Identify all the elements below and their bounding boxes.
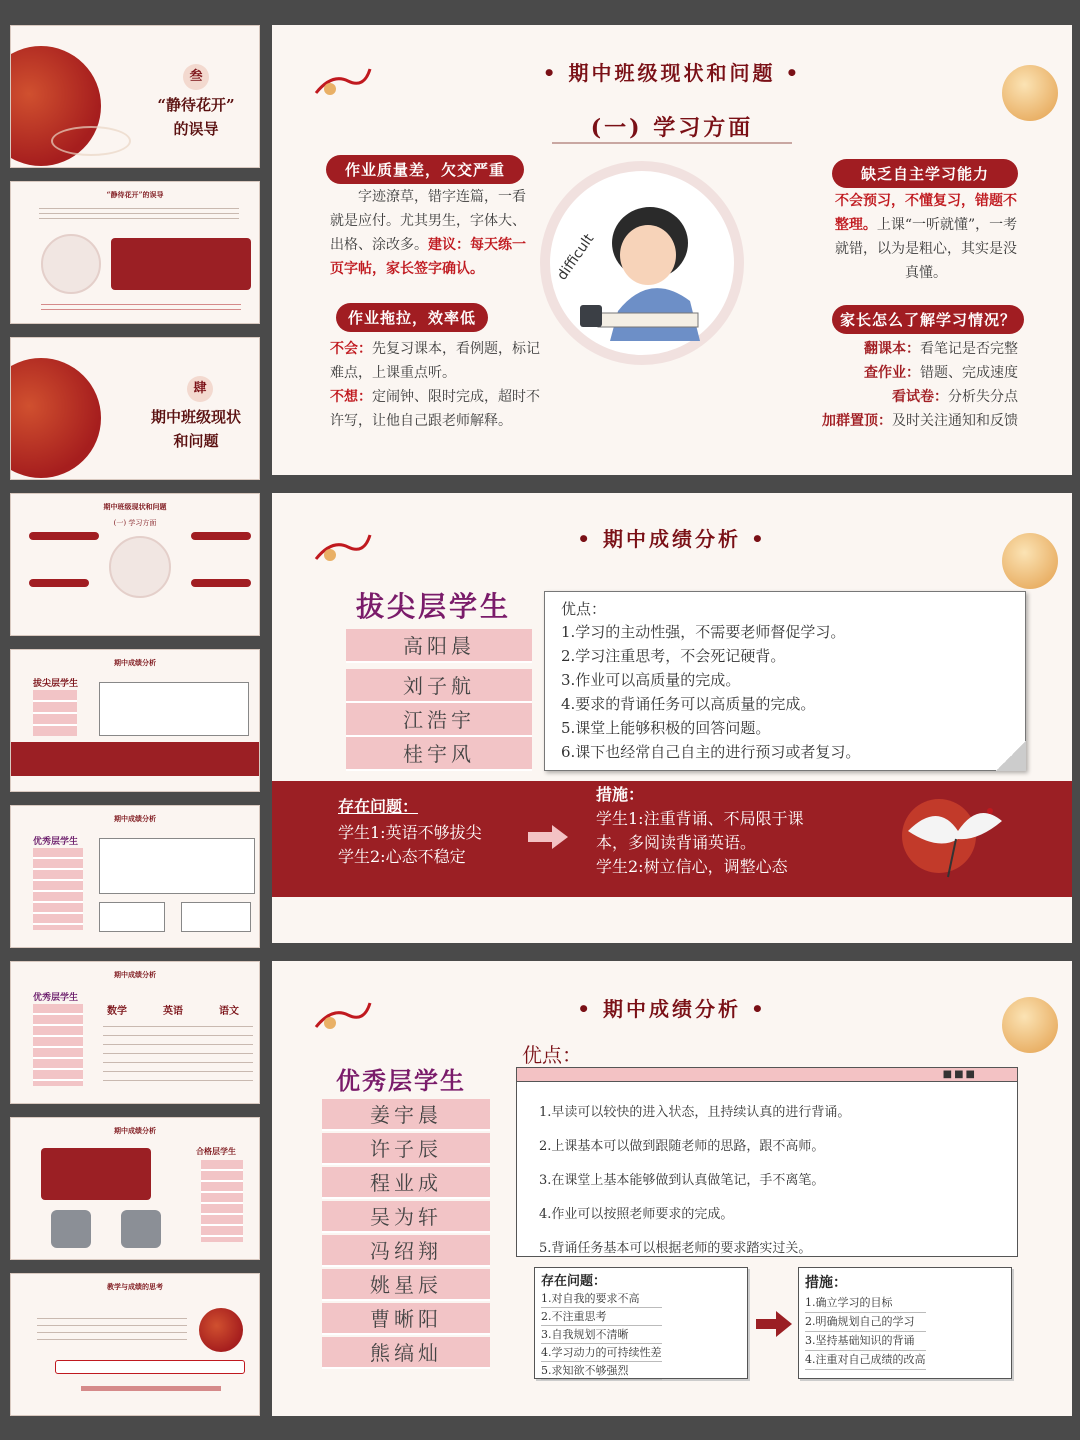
- measures-box: [798, 1267, 1012, 1379]
- student-name-box: 吴为轩: [322, 1201, 490, 1233]
- label-cannot: 不会：: [330, 341, 372, 357]
- thumb-red-box: [41, 1148, 151, 1200]
- problem-item: 学生2:心态不稳定: [338, 847, 466, 866]
- problem-item: 4.学习动力的可持续性差: [541, 1344, 662, 1362]
- homework-quality-text: [330, 185, 526, 281]
- thumb-name-list: [33, 848, 83, 930]
- thumb-text-block: [39, 204, 239, 222]
- advantages-list: [561, 620, 860, 764]
- problem-item: 学生1:英语不够拔尖: [338, 823, 482, 842]
- problems-band: [272, 781, 1072, 897]
- thumb-measure-box: [181, 902, 251, 932]
- problem-title: 存在问题：: [541, 1274, 607, 1289]
- parent-check-list: [772, 337, 1018, 433]
- student-name-box: 许子辰: [322, 1133, 490, 1165]
- measure-item: 学生1:注重背诵、不局限于课: [596, 809, 804, 828]
- problem-item: 2.不注重思考: [541, 1308, 662, 1326]
- main-slide-top-students: [272, 493, 1072, 943]
- thumb-title: 期中成绩分析: [114, 814, 156, 823]
- student-name-box: 高阳晨: [346, 629, 532, 663]
- note-title: 优点：: [561, 600, 607, 618]
- window-titlebar: [517, 1068, 1017, 1082]
- measure-item: 4.注重对自己成绩的改高: [805, 1351, 926, 1370]
- advantage-item: 1.早读可以较快的进入状态，且持续认真的进行背诵。: [539, 1105, 851, 1120]
- student-tier-heading: 拔尖层学生: [356, 590, 512, 623]
- thumb-name-list: [33, 1004, 83, 1086]
- slide-title: • 期中班级现状和问题 •: [542, 61, 802, 85]
- svg-text:difficult: difficult: [554, 231, 598, 284]
- thumbnail-slide-1[interactable]: [10, 25, 260, 168]
- cannot-desc: 先复习课本，看例题，标记难点，上课重点听。: [330, 341, 540, 381]
- measure-item: 2.明确规划自己的学习: [805, 1313, 926, 1332]
- student-tier-heading: 优秀层学生: [336, 1066, 466, 1095]
- tag-procrastination: 作业拖拉，效率低: [336, 303, 488, 332]
- measure-list: [805, 1294, 926, 1370]
- thumb-name-list: [201, 1160, 243, 1242]
- red-sun-decoration: [10, 358, 101, 478]
- thumb-title: 期中成绩分析: [114, 1126, 156, 1135]
- self-study-text: [832, 189, 1020, 285]
- main-slide-status: [272, 25, 1072, 475]
- thumb-label: 优秀层学生: [33, 993, 79, 1003]
- tag-self-study: 缺乏自主学习能力: [832, 159, 1018, 188]
- thumb-title: 期中成绩分析: [114, 970, 156, 979]
- problems-box: [534, 1267, 748, 1379]
- advantage-item: 2.上课基本可以做到跟随老师的思路，跟不高师。: [539, 1139, 825, 1154]
- thumb-subtitle: (一) 学习方面: [113, 519, 157, 527]
- student-name-box: 刘子航: [346, 669, 532, 703]
- thumb-col-header: 英语: [163, 1006, 183, 1017]
- parent-check-row: 看试卷：分析失分点: [892, 389, 1018, 405]
- window-dots-icon: ■■■: [942, 1069, 977, 1080]
- thumb-title-line-1: 期中班级现状: [150, 408, 241, 426]
- advantage-item: 6.课下也经常自己自主的进行预习或者复习。: [561, 743, 861, 761]
- thumbnail-slide-9[interactable]: [10, 1273, 260, 1416]
- procrastination-text-2: [330, 385, 546, 433]
- student-name-box: 姚星辰: [322, 1269, 490, 1301]
- thumb-title: 教学与成绩的思考: [107, 1282, 163, 1291]
- measure-item: 本，多阅读背诵英语。: [596, 833, 757, 852]
- tag-parent-check: 家长怎么了解学习情况？: [832, 305, 1024, 334]
- thumb-tag: [191, 532, 251, 540]
- thumbnail-slide-4[interactable]: [10, 493, 260, 636]
- thumb-footnote: [81, 1386, 221, 1391]
- thumb-footnote: [41, 300, 241, 314]
- thumb-title-line-2: 的误导: [173, 120, 219, 138]
- thumb-text-block: [37, 1312, 187, 1342]
- thumb-label: 拔尖层学生: [33, 679, 79, 689]
- advantage-item: 5.课堂上能够积极的回答问题。: [561, 719, 771, 737]
- advantages-title: 优点：: [522, 1043, 582, 1067]
- main-slide-excellent-students: [272, 961, 1072, 1416]
- chapter-number-badge: 肆: [187, 376, 213, 402]
- thumb-name-list: [33, 690, 77, 736]
- thumb-title: “静待花开”的误导: [106, 190, 164, 199]
- advantages-note: [544, 591, 1026, 771]
- tag-homework-quality: 作业质量差，欠交严重: [326, 155, 524, 184]
- advantage-item: 3.在课堂上基本能够做到认真做笔记，手不离笔。: [539, 1173, 825, 1188]
- slide-title: • 期中成绩分析 •: [577, 997, 767, 1021]
- cloud-decoration: [51, 126, 131, 156]
- problem-item: 1.对自我的要求不高: [541, 1290, 662, 1308]
- student-name-box: 熊缟灿: [322, 1337, 490, 1369]
- thumb-label: 优秀层学生: [33, 837, 79, 847]
- thumb-title-line-1: “静待花开”: [157, 96, 235, 114]
- measure-title: 措施：: [596, 785, 645, 804]
- procrastination-text-1: [330, 337, 546, 385]
- thumb-red-band: [11, 742, 259, 776]
- thumb-illustration: [121, 1210, 161, 1248]
- chapter-number-badge: 叁: [183, 64, 209, 90]
- thumb-illustration: [51, 1210, 91, 1248]
- section-subtitle: (一) 学习方面: [552, 111, 792, 144]
- arrow-right-icon: [756, 1311, 792, 1337]
- self-study-desc: 上课“一听就懂”，一考就错，以为是粗心，其实是没真懂。: [835, 217, 1018, 281]
- problem-title: 存在问题：: [338, 797, 419, 816]
- student-name-box: 曹晰阳: [322, 1303, 490, 1335]
- measure-item: 3.坚持基础知识的背诵: [805, 1332, 926, 1351]
- thumbnail-slide-7[interactable]: [10, 961, 260, 1104]
- page-curl-icon: [996, 741, 1026, 771]
- measure-title: 措施：: [805, 1275, 847, 1291]
- red-sun-decoration: [199, 1308, 243, 1352]
- thumb-title: 期中成绩分析: [114, 658, 156, 667]
- slide-title: • 期中成绩分析 •: [577, 527, 767, 551]
- unwilling-desc: 定闹钟、限时完成，超时不许写，让他自己跟老师解释。: [330, 389, 540, 429]
- thumbnail-slide-8[interactable]: [10, 1117, 260, 1260]
- student-name-box: 桂宇风: [346, 737, 532, 771]
- thumb-problem-box: [99, 902, 165, 932]
- advantage-item: 4.作业可以按照老师要求的完成。: [539, 1207, 734, 1222]
- student-name-box: 姜宇晨: [322, 1099, 490, 1131]
- student-name-box: 江浩宇: [346, 703, 532, 737]
- advantage-item: 2.学习注重思考，不会死记硬背。: [561, 647, 786, 665]
- parent-check-row: 翻课本：看笔记是否完整: [864, 341, 1018, 357]
- label-unwilling: 不想：: [330, 389, 372, 405]
- student-illustration: [540, 161, 744, 365]
- problem-item: 5.求知欲不够强烈: [541, 1362, 662, 1380]
- parent-check-row: 查作业：错题、完成速度: [864, 365, 1018, 381]
- crane-icon: [898, 791, 1008, 881]
- thumb-note: [99, 838, 255, 894]
- thumb-label: 合格层学生: [196, 1146, 236, 1156]
- advantage-item: 3.作业可以高质量的完成。: [561, 671, 741, 689]
- homework-quality-desc: 字迹潦草，错字连篇，一看就是应付。尤其男生，字体大、出格、涂改多。: [330, 189, 526, 253]
- thumb-tag: [29, 532, 99, 540]
- thumb-illustration: [109, 536, 171, 598]
- advantages-list: [539, 1096, 850, 1266]
- thumb-red-box: [111, 238, 251, 290]
- advantage-item: 5.背诵任务基本可以根据老师的要求踏实过关。: [539, 1241, 812, 1256]
- thumb-col-header: 数学: [107, 1006, 127, 1017]
- thumb-table: [103, 1018, 253, 1088]
- arrow-right-icon: [528, 825, 568, 849]
- student-name-box: 程业成: [322, 1167, 490, 1199]
- student-name-box: 冯绍翔: [322, 1235, 490, 1267]
- thumbnail-slide-3[interactable]: [10, 337, 260, 480]
- thumbnail-slide-5[interactable]: [10, 649, 260, 792]
- thumbnail-slide-6[interactable]: [10, 805, 260, 948]
- measure-item: 学生2:树立信心，调整心态: [596, 857, 788, 876]
- advantages-window: [516, 1067, 1018, 1257]
- thumb-title-line-2: 和问题: [173, 432, 219, 450]
- problem-item: 3.自我规划不清晰: [541, 1326, 662, 1344]
- parent-check-row: 加群置顶：及时关注通知和反馈: [822, 413, 1018, 429]
- advantage-item: 1.学习的主动性强，不需要老师督促学习。: [561, 623, 846, 641]
- thumb-highlight-box: [55, 1360, 245, 1374]
- thumb-tag: [191, 579, 251, 587]
- thumb-note: [99, 682, 249, 736]
- homework-advice: 建议：每天练一页字帖，家长签字确认。: [330, 237, 526, 277]
- problem-list: [541, 1290, 662, 1380]
- thumb-title: 期中班级现状和问题: [103, 502, 167, 511]
- thumb-tag: [29, 579, 89, 587]
- thumb-col-header: 语文: [219, 1006, 239, 1017]
- thumbnail-slide-2[interactable]: [10, 181, 260, 324]
- advantage-item: 4.要求的背诵任务可以高质量的完成。: [561, 695, 816, 713]
- thumb-illustration: [41, 234, 101, 294]
- self-study-highlight: 不会预习，不懂复习，错题不整理。: [834, 193, 1017, 233]
- measure-item: 1.确立学习的目标: [805, 1294, 926, 1313]
